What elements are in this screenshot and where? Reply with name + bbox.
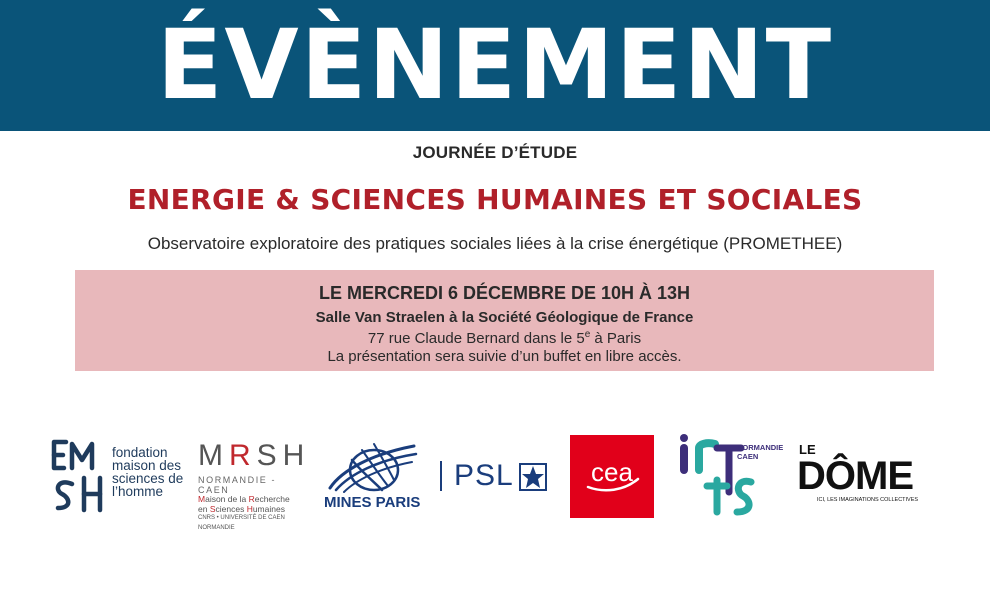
- dome-word: DÔME: [797, 454, 913, 498]
- irts-logo[interactable]: [677, 432, 784, 518]
- mrsh-l2b: S: [209, 503, 216, 514]
- mrsh-letter-r: R: [229, 439, 257, 472]
- irts-sub1: NORMANDIE: [737, 443, 784, 452]
- mrsh-logo[interactable]: [198, 439, 311, 531]
- address-after: à Paris: [590, 330, 642, 347]
- dome-tagline: ICI, LES IMAGINATIONS COLLECTIVES: [817, 497, 919, 503]
- mrsh-l1d: echerche: [254, 494, 290, 504]
- irts-sub2: CAEN: [737, 451, 759, 461]
- mrsh-l2d: H: [246, 503, 253, 514]
- banner-title: ÉVÈNEMENT: [156, 9, 834, 121]
- irts-subtitle: [737, 444, 783, 461]
- psl-logo[interactable]: [440, 458, 552, 498]
- event-venue: Salle Van Straelen à la Société Géologique de France: [315, 309, 694, 326]
- mrsh-region: NORMANDIE - CAEN: [198, 475, 277, 495]
- cea-swoosh-icon: [570, 435, 654, 518]
- cea-label: cea: [591, 457, 633, 487]
- event-title: ENERGIE & SCIENCES HUMAINES ET SOCIALES: [127, 183, 863, 216]
- psl-divider: [440, 461, 442, 491]
- event-description: Observatoire exploratoire des pratiques sociales liées à la crise énergétique (PROMETHEE): [147, 234, 843, 253]
- mines-label: MINES PARIS: [324, 494, 421, 511]
- mrsh-l2a: en: [198, 503, 210, 514]
- psl-star-icon: [518, 462, 548, 492]
- fmsh-logo[interactable]: [50, 438, 190, 513]
- mrsh-l2e: umaines: [252, 503, 285, 514]
- mines-globe-icon: [322, 440, 422, 495]
- psl-label: PSL: [454, 459, 514, 492]
- mrsh-l1a: M: [198, 494, 206, 504]
- dome-le: LE: [799, 442, 816, 457]
- event-info-box: [75, 270, 934, 371]
- le-dome-logo[interactable]: [797, 440, 925, 510]
- event-type: JOURNÉE D’ÉTUDE: [412, 143, 578, 162]
- fmsh-text: fondation maison des sciences de l’homme: [112, 445, 184, 499]
- address-sup: e: [584, 329, 591, 340]
- header-banner: [0, 0, 990, 131]
- mrsh-letters-sh: SH: [256, 439, 311, 472]
- fmsh-logo-icon: [50, 438, 110, 513]
- address-before: 77 rue Claude Bernard dans le 5: [367, 330, 585, 347]
- mines-paris-logo[interactable]: [322, 440, 432, 515]
- event-date: LE MERCREDI 6 DÉCEMBRE DE 10H À 13H: [318, 283, 691, 303]
- mrsh-l1c: R: [248, 494, 255, 504]
- event-address: [75, 329, 934, 347]
- mrsh-line3: CNRS • UNIVERSITÉ DE CAEN NORMANDIE: [198, 515, 285, 531]
- cea-logo[interactable]: [570, 435, 654, 518]
- mrsh-subtitle: [198, 476, 306, 533]
- mrsh-l1b: aison de la: [205, 494, 249, 504]
- mrsh-line2: [198, 505, 306, 515]
- mrsh-l2c: ciences: [215, 503, 247, 514]
- mrsh-wordmark: [198, 440, 310, 472]
- event-note: La présentation sera suivie d’un buffet en libre accès.: [327, 348, 682, 365]
- mrsh-letter-m: M: [198, 439, 229, 472]
